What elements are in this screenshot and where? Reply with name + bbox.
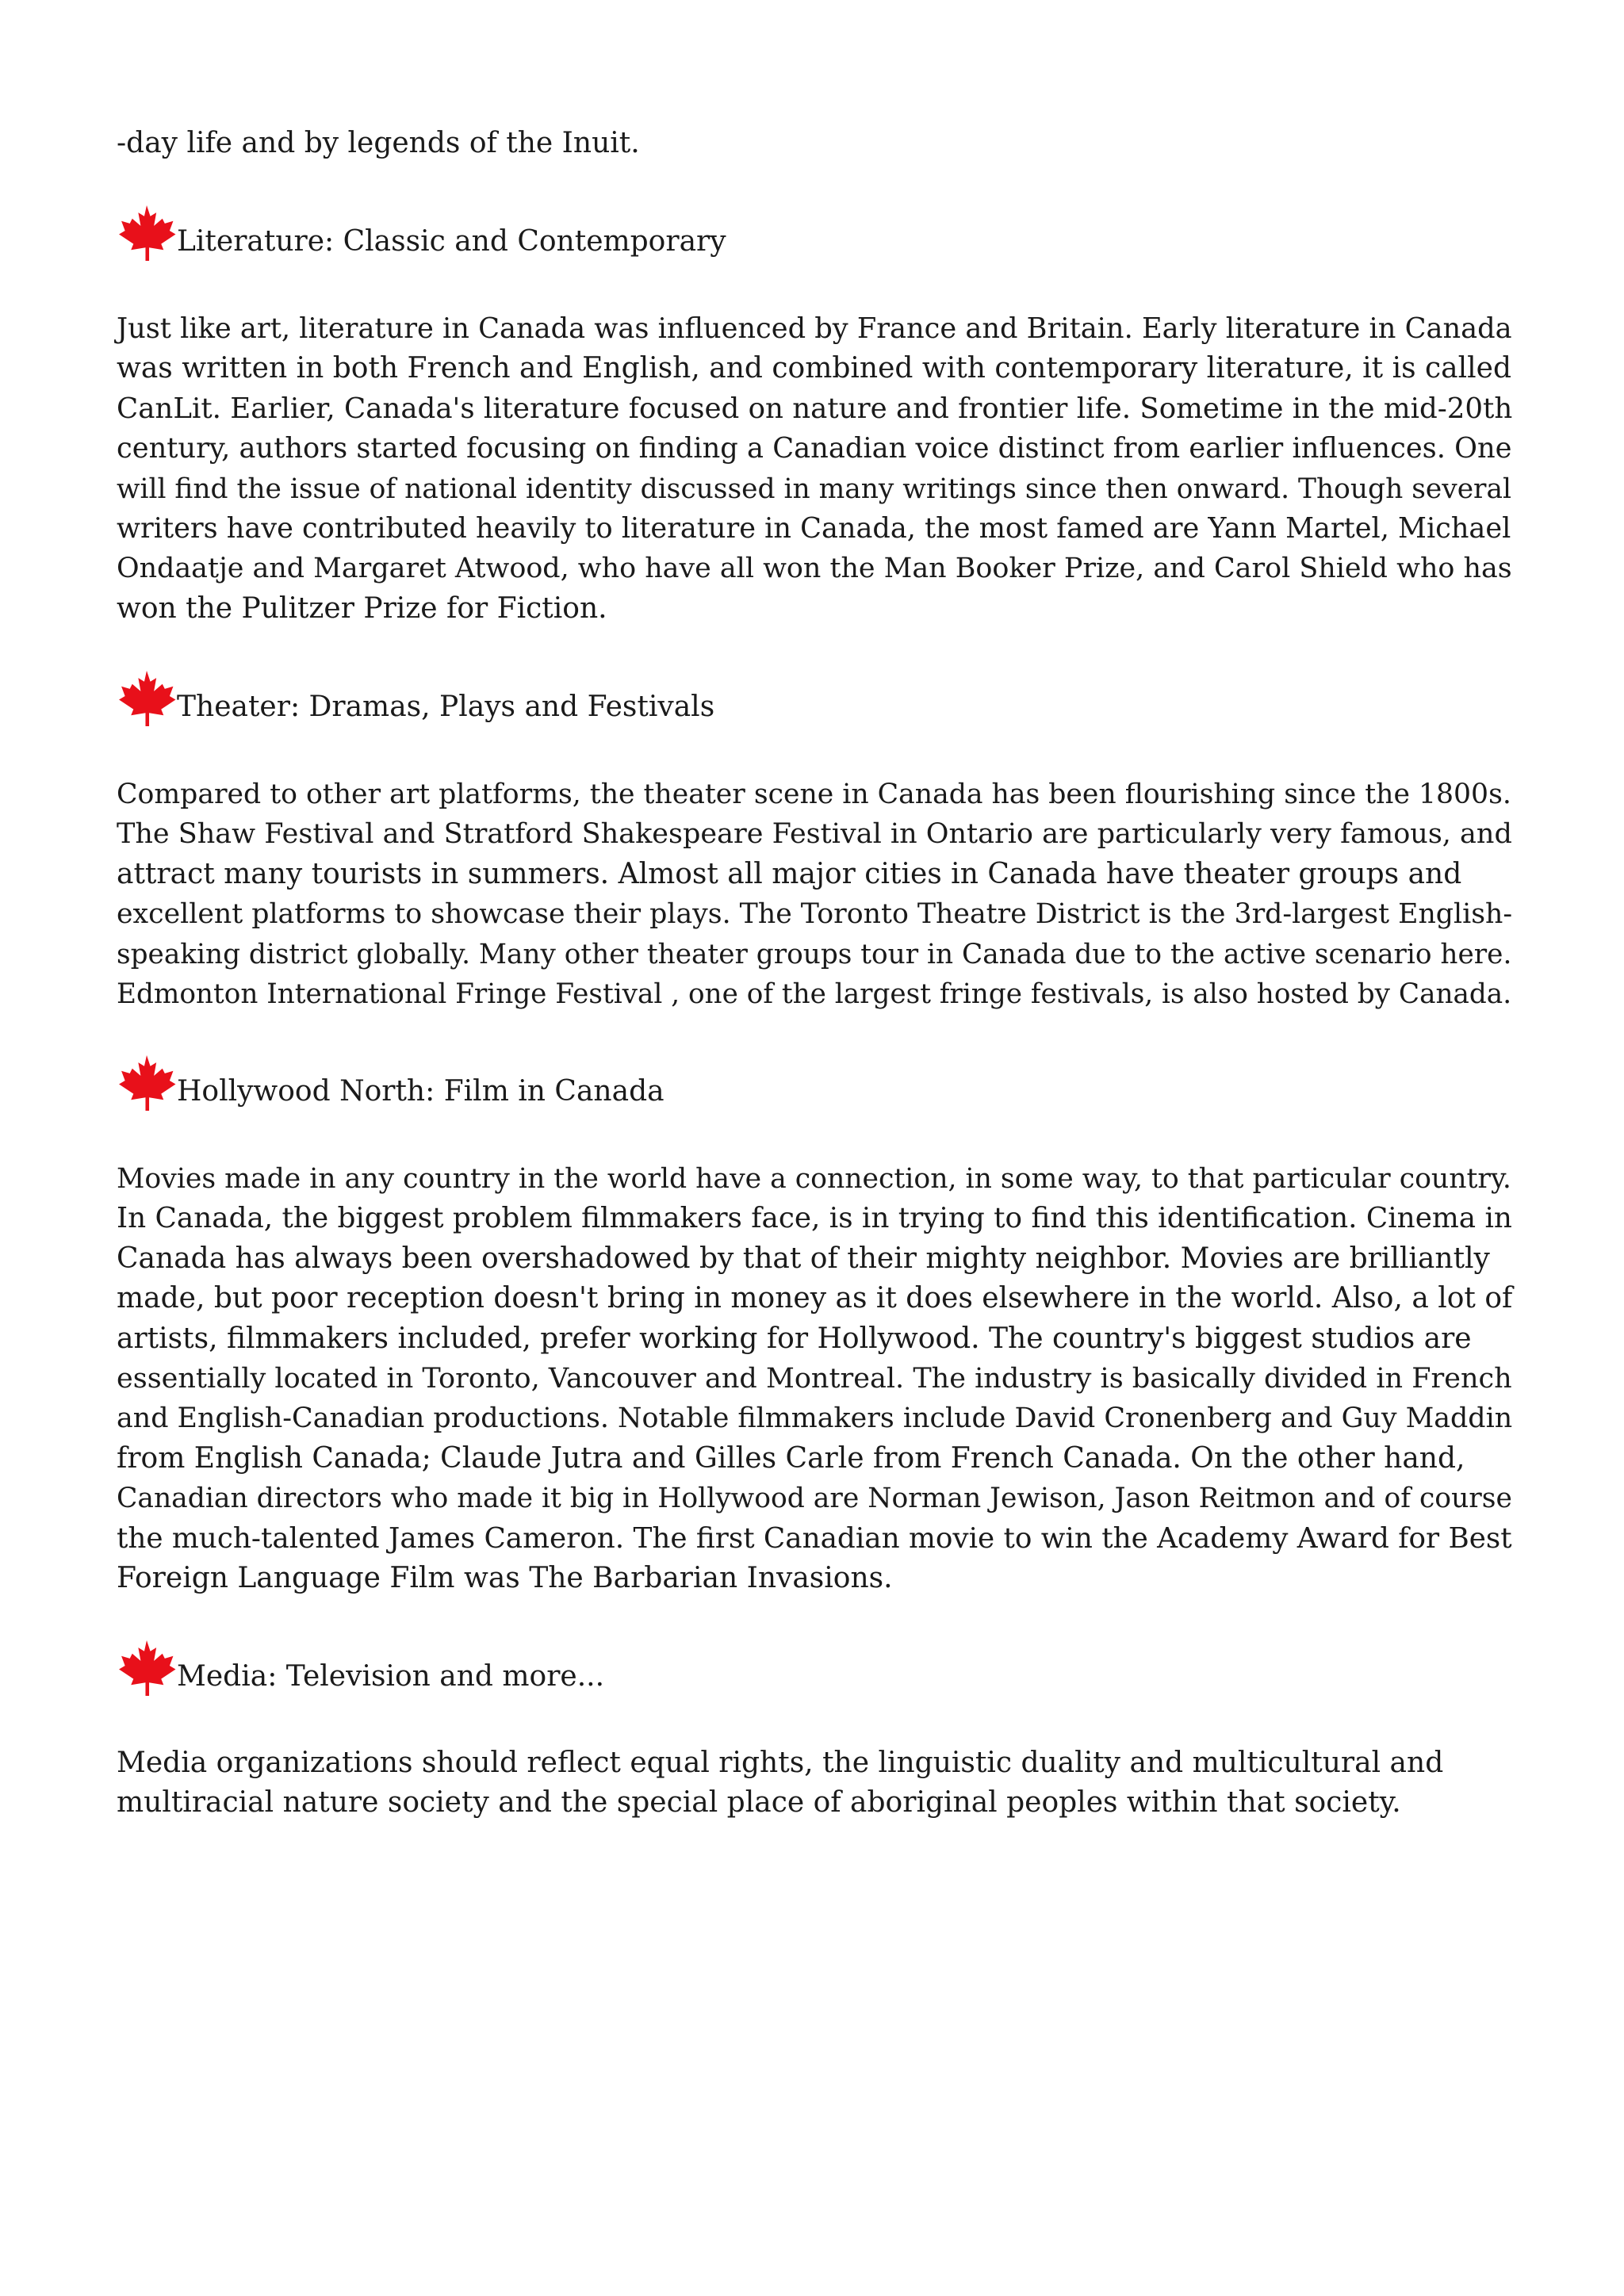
paragraph-line: Just like art, literature in Canada was influenced by France and Britain. Early literature in Canada xyxy=(117,312,1512,345)
paragraph-line: The Shaw Festival and Stratford Shakespeare Festival in Ontario are particularly very famous, and xyxy=(117,817,1512,851)
section-heading-film xyxy=(117,1053,665,1113)
paragraph-line: and English-Canadian productions. Notable filmmakers include David Cronenberg and Guy Maddin xyxy=(117,1402,1513,1435)
section-paragraph-media xyxy=(117,1743,1512,1823)
paragraph-line: was written in both French and English, and combined with contemporary literature, it is called xyxy=(117,352,1512,385)
maple-leaf-icon xyxy=(117,1053,177,1113)
paragraph-line: artists, filmmakers included, prefer working for Hollywood. The country's biggest studios are xyxy=(117,1322,1472,1355)
lead-text: -day life and by legends of the Inuit. xyxy=(117,127,640,159)
section-heading-text: Theater: Dramas, Plays and Festivals xyxy=(177,691,715,723)
section-heading-media xyxy=(117,1638,604,1698)
maple-leaf-icon xyxy=(117,1638,177,1698)
paragraph-line: Foreign Language Film was The Barbarian Invasions. xyxy=(117,1562,893,1595)
paragraph-line: Edmonton International Fringe Festival , one of the largest fringe festivals, is also hosted by Canada. xyxy=(117,978,1512,1011)
paragraph-line: multiracial nature society and the special place of aboriginal peoples within that society. xyxy=(117,1786,1401,1820)
paragraph-line: excellent platforms to showcase their plays. The Toronto Theatre District is the 3rd-largest English- xyxy=(117,898,1513,931)
section-heading-literature xyxy=(117,203,726,263)
section-paragraph-literature xyxy=(117,309,1512,629)
paragraph-line: Movies made in any country in the world have a connection, in some way, to that particular country. xyxy=(117,1163,1511,1195)
section-heading-text: Hollywood North: Film in Canada xyxy=(177,1075,665,1108)
paragraph-line: the much-talented James Cameron. The first Canadian movie to win the Academy Award for Best xyxy=(117,1521,1512,1555)
paragraph-line: Canadian directors who made it big in Hollywood are Norman Jewison, Jason Reitmon and of course xyxy=(117,1483,1512,1515)
paragraph-line: essentially located in Toronto, Vancouver and Montreal. The industry is basically divided in French xyxy=(117,1362,1512,1395)
section-heading-text: Media: Television and more... xyxy=(177,1660,605,1693)
maple-leaf-icon xyxy=(117,203,177,263)
paragraph-line: century, authors started focusing on finding a Canadian voice distinct from earlier influences. One xyxy=(117,432,1512,465)
paragraph-line: Compared to other art platforms, the theater scene in Canada has been flourishing since the 1800s. xyxy=(117,779,1511,810)
section-heading-text: Literature: Classic and Contemporary xyxy=(177,225,726,258)
paragraph-line: Ondaatje and Margaret Atwood, who have all won the Man Booker Prize, and Carol Shield who has xyxy=(117,553,1512,585)
section-heading-theater xyxy=(117,668,714,729)
paragraph-line: will find the issue of national identity discussed in many writings since then onward. Though several xyxy=(117,473,1512,505)
section-paragraph-film xyxy=(117,1159,1512,1598)
paragraph-line: Canada has always been overshadowed by that of their mighty neighbor. Movies are brilliantly xyxy=(117,1242,1490,1275)
paragraph-line: attract many tourists in summers. Almost all major cities in Canada have theater groups and xyxy=(117,857,1462,890)
maple-leaf-icon xyxy=(117,668,177,729)
paragraph-line: speaking district globally. Many other theater groups tour in Canada due to the active scenario here. xyxy=(117,938,1512,970)
section-paragraph-theater xyxy=(117,775,1512,1014)
paragraph-line: Media organizations should reflect equal rights, the linguistic duality and multicultural and xyxy=(117,1747,1444,1779)
paragraph-line: writers have contributed heavily to literature in Canada, the most famed are Yann Martel, Michael xyxy=(117,512,1511,545)
paragraph-line: from English Canada; Claude Jutra and Gilles Carle from French Canada. On the other hand, xyxy=(117,1441,1465,1475)
paragraph-line: won the Pulitzer Prize for Fiction. xyxy=(117,591,607,625)
paragraph-line: In Canada, the biggest problem filmmakers face, is in trying to find this identification. Cinema in xyxy=(117,1202,1512,1235)
paragraph-line: CanLit. Earlier, Canada's literature focused on nature and frontier life. Sometime in the mid-20th xyxy=(117,392,1513,425)
paragraph-line: made, but poor reception doesn't bring in money as it does elsewhere in the world. Also, a lot of xyxy=(117,1282,1513,1315)
